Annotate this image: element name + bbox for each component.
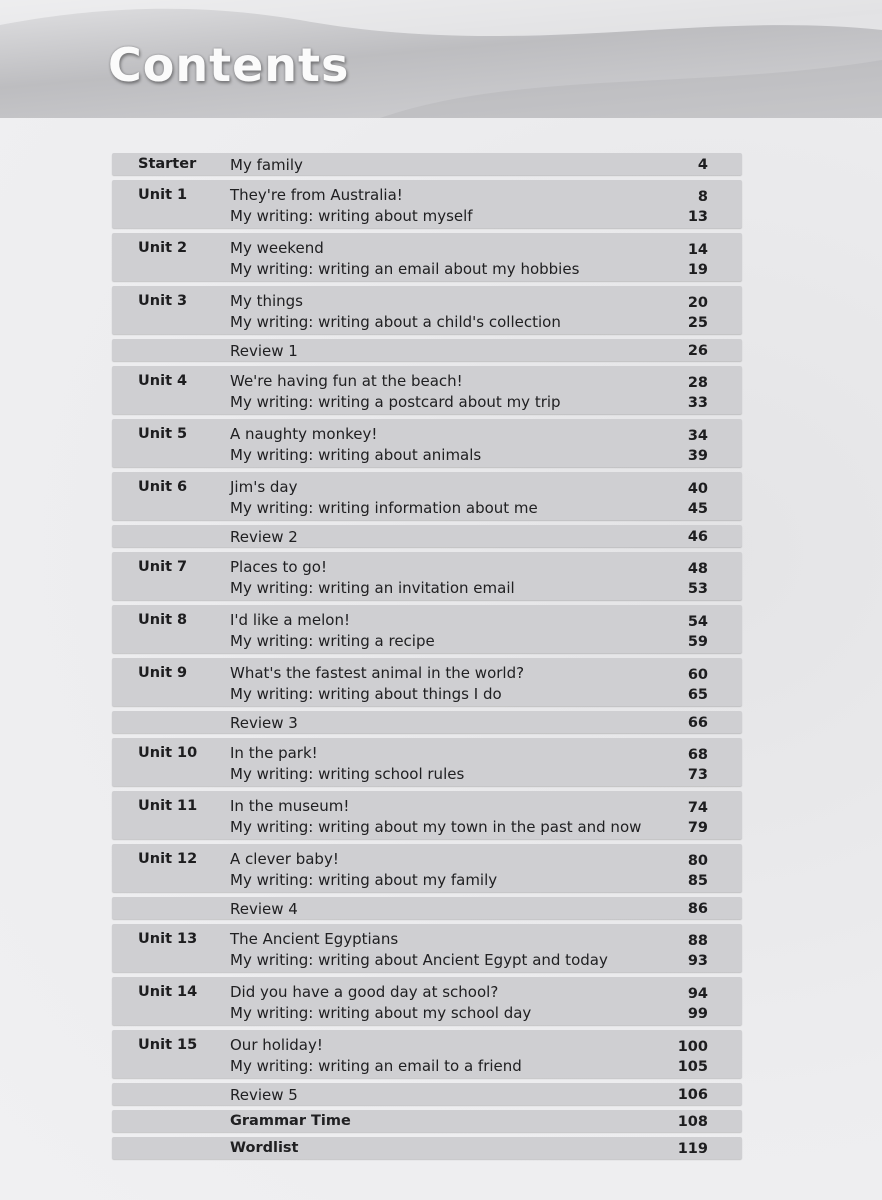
unit-label: Unit 11 (138, 798, 198, 814)
page-number: 4 (697, 157, 708, 173)
toc-review-row (112, 711, 742, 733)
page-number: 80 (687, 853, 708, 869)
page-number: 100 (677, 1039, 708, 1055)
page-number: 94 (687, 986, 708, 1002)
writing-page-number: 105 (677, 1059, 708, 1075)
entry-title: In the park! (230, 744, 318, 762)
writing-page-number: 73 (687, 767, 708, 783)
entry-title: My weekend (230, 239, 324, 257)
page-number: 34 (687, 428, 708, 444)
writing-title: My writing: writing about a child's collection (230, 313, 561, 331)
writing-page-number: 39 (687, 448, 708, 464)
toc-section-row (112, 1137, 742, 1159)
toc-unit-row (112, 552, 742, 600)
unit-label: Unit 9 (138, 665, 188, 681)
unit-label: Unit 8 (138, 612, 188, 628)
writing-title: My writing: writing an email about my hobbies (230, 260, 580, 278)
entry-title: We're having fun at the beach! (230, 372, 463, 390)
writing-title: My writing: writing a recipe (230, 632, 435, 650)
toc-starter-row (112, 153, 742, 175)
writing-title: My writing: writing about things I do (230, 685, 502, 703)
page-number: 108 (677, 1114, 708, 1130)
entry-title: Our holiday! (230, 1036, 323, 1054)
writing-title: My writing: writing an email to a friend (230, 1057, 522, 1075)
writing-title: My writing: writing about myself (230, 207, 473, 225)
toc-unit-row (112, 1030, 742, 1078)
toc-review-row (112, 1083, 742, 1105)
toc-unit-row (112, 844, 742, 892)
page-number: 46 (687, 529, 708, 545)
writing-page-number: 93 (687, 953, 708, 969)
writing-title: My writing: writing about my town in the past and now (230, 818, 642, 836)
contents-table (112, 153, 742, 1164)
page-number: 26 (687, 343, 708, 359)
entry-title: They're from Australia! (230, 186, 403, 204)
unit-label: Unit 6 (138, 479, 188, 495)
entry-title: A naughty monkey! (230, 425, 378, 443)
writing-page-number: 45 (687, 501, 708, 517)
page-number: 8 (697, 189, 708, 205)
toc-unit-row (112, 977, 742, 1025)
page-number: 14 (687, 242, 708, 258)
unit-label: Unit 2 (138, 240, 188, 256)
toc-review-row (112, 339, 742, 361)
entry-title: Review 5 (230, 1086, 298, 1104)
unit-label: Unit 3 (138, 293, 188, 309)
toc-unit-row (112, 366, 742, 414)
toc-unit-row (112, 605, 742, 653)
unit-label: Unit 5 (138, 426, 188, 442)
unit-label: Unit 12 (138, 851, 198, 867)
page-number: 40 (687, 481, 708, 497)
toc-unit-row (112, 924, 742, 972)
entry-title: Grammar Time (230, 1113, 351, 1129)
unit-label: Unit 14 (138, 984, 198, 1000)
writing-page-number: 79 (687, 820, 708, 836)
toc-unit-row (112, 658, 742, 706)
unit-label: Starter (138, 156, 197, 172)
writing-page-number: 19 (687, 262, 708, 278)
entry-title: My family (230, 156, 303, 174)
entry-title: Places to go! (230, 558, 328, 576)
entry-title: In the museum! (230, 797, 350, 815)
entry-title: My things (230, 292, 303, 310)
toc-unit-row (112, 738, 742, 786)
entry-title: Review 4 (230, 900, 298, 918)
writing-title: My writing: writing about my school day (230, 1004, 532, 1022)
toc-unit-row (112, 791, 742, 839)
toc-review-row (112, 525, 742, 547)
entry-title: I'd like a melon! (230, 611, 350, 629)
writing-page-number: 85 (687, 873, 708, 889)
writing-page-number: 13 (687, 209, 708, 225)
entry-title: Wordlist (230, 1140, 299, 1156)
writing-title: My writing: writing information about me (230, 499, 538, 517)
writing-page-number: 99 (687, 1006, 708, 1022)
page-number: 28 (687, 375, 708, 391)
unit-label: Unit 4 (138, 373, 188, 389)
toc-unit-row (112, 286, 742, 334)
page-number: 74 (687, 800, 708, 816)
toc-unit-row (112, 419, 742, 467)
toc-unit-row (112, 233, 742, 281)
unit-label: Unit 7 (138, 559, 188, 575)
writing-title: My writing: writing about Ancient Egypt and today (230, 951, 608, 969)
page-number: 66 (687, 715, 708, 731)
writing-title: My writing: writing an invitation email (230, 579, 515, 597)
entry-title: Did you have a good day at school? (230, 983, 499, 1001)
page-number: 88 (687, 933, 708, 949)
page-number: 54 (687, 614, 708, 630)
page-number: 119 (677, 1141, 708, 1157)
entry-title: A clever baby! (230, 850, 339, 868)
writing-title: My writing: writing about animals (230, 446, 482, 464)
entry-title: Jim's day (230, 478, 298, 496)
page-number: 60 (687, 667, 708, 683)
unit-label: Unit 10 (138, 745, 198, 761)
toc-unit-row (112, 472, 742, 520)
entry-title: Review 1 (230, 342, 298, 360)
writing-title: My writing: writing about my family (230, 871, 498, 889)
page-number: 68 (687, 747, 708, 763)
unit-label: Unit 1 (138, 187, 188, 203)
writing-page-number: 33 (687, 395, 708, 411)
toc-section-row (112, 1110, 742, 1132)
writing-page-number: 65 (687, 687, 708, 703)
writing-page-number: 53 (687, 581, 708, 597)
entry-title: Review 2 (230, 528, 298, 546)
writing-page-number: 59 (687, 634, 708, 650)
entry-title: The Ancient Egyptians (230, 930, 399, 948)
unit-label: Unit 13 (138, 931, 198, 947)
page-title: Contents (108, 38, 350, 92)
entry-title: What's the fastest animal in the world? (230, 664, 525, 682)
toc-review-row (112, 897, 742, 919)
page-number: 106 (677, 1087, 708, 1103)
page-number: 20 (687, 295, 708, 311)
page-number: 48 (687, 561, 708, 577)
writing-page-number: 25 (687, 315, 708, 331)
entry-title: Review 3 (230, 714, 298, 732)
unit-label: Unit 15 (138, 1037, 198, 1053)
writing-title: My writing: writing a postcard about my trip (230, 393, 561, 411)
page-number: 86 (687, 901, 708, 917)
writing-title: My writing: writing school rules (230, 765, 465, 783)
toc-unit-row (112, 180, 742, 228)
